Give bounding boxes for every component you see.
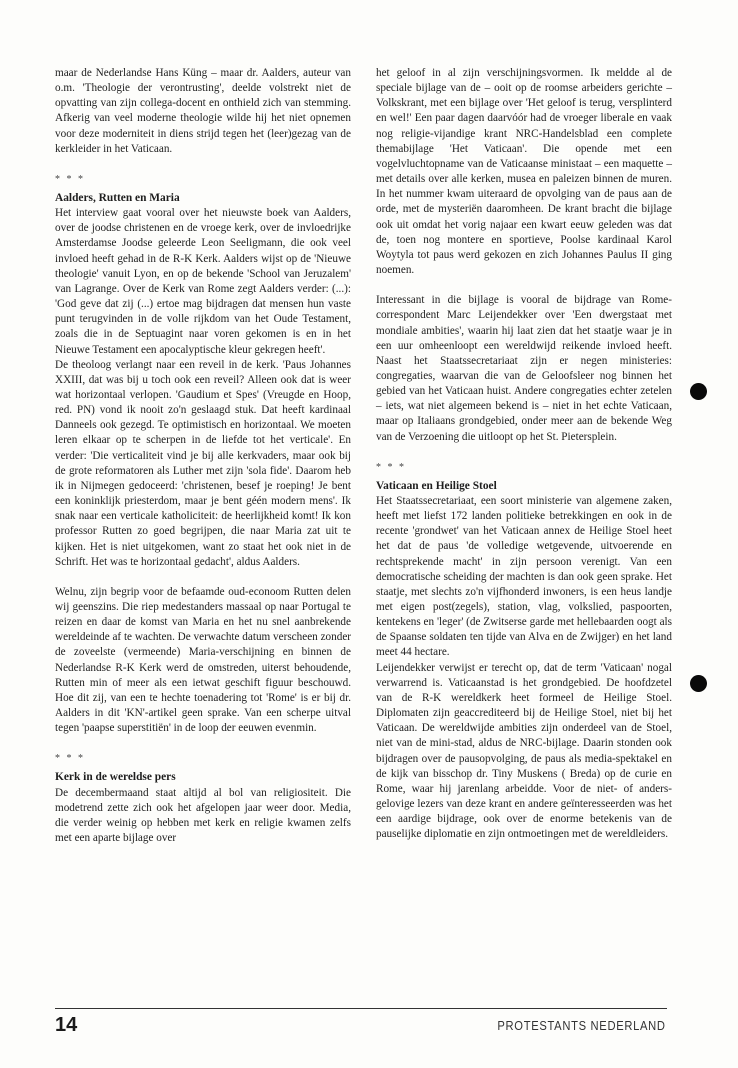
section-heading-aalders: Aalders, Rutten en Maria [55, 191, 180, 204]
magazine-name: PROTESTANTS NEDERLAND [497, 1018, 666, 1033]
paragraph: De theoloog verlangt naar een reveil in de kerk. 'Paus Johannes XXIII, dat was bij u toch ook een reveil? Alleen ook dat is weer wat horizontaal verlopen. 'Gaudium et Spes' (Vreugde en Hoop, red. PN) vond ik nooit zo'n geslaagd stuk. Dat heeft kardinaal Danneels ook gezegd. Te optimistisch en horizontaal. We moeten leren elkaar op te scherpen in de liefde tot het verticale'. En verder: 'Die verticaliteit vind je bij alle kerkvaders, maar ook bij de grote reformatoren als Luther met zijn 'sola fide'. Daarom heb ik in Nijmegen gedoceerd: 'christenen, besef je roeping! Je bent een koninklijk priesterdom, maar je bent géén modern mens'. Ik snak naar een verticale katholiciteit: de heerlijkheid komt! Ik kon professor Rutten zo goed begrijpen, die naar Maria zat uit te kijken. Het is niet uitgekomen, want zo staat het ook niet in de Schrift. Het was te horizontaal gedacht', aldus Aalders. [55, 358, 351, 568]
paragraph: De decembermaand staat altijd al bol van religiositeit. Die modetrend zette zich ook het afgelopen jaar weer door. Media, die verder weinig op hebben met kerk en religie kwamen zelfs met een aparte bijlage over [55, 786, 351, 845]
paragraph: Welnu, zijn begrip voor de befaamde oud-econoom Rutten delen wij geenszins. Die riep medestanders massaal op naar Portugal te reizen en daar de komst van Maria en het nu snel aanbrekende wereldeinde af te wachten. De verwachte datum verscheen zonder de zoveelste (vermeende) Maria-verschijning en binnen de Nederlandse R-K Kerk werd de omstreden, uiterst behoudende, Rutten min of meer als een ietwat geschift figuur beschouwd. Hoe dit zij, van een te hechte toenadering tot 'Rome' is er bij dr. Aalders in dit 'KN'-artikel geen sprake. Van een scherpe uitval tegen 'paapse superstitiën' in de loop der eeuwen evenmin. [55, 585, 352, 735]
binder-hole-dot [690, 383, 707, 400]
paragraph: Het Staatssecretariaat, een soort ministerie van algemene zaken, heeft met liefst 172 landen politieke betrekkingen en ook in de recente 'grondwet' van het Vaticaan annex de Heilige Stoel heet het dat de paus 'de volledige wetgevende, uitvoerende en rechtsprekende macht' in zijn persoon verenigt. Van een democratische scheiding der machten is dan ook geen sprake. Het staatje, met slechts zo'n vijfhonderd inwoners, is een heus landje met eigen post(zegels), station, vlag, volkslied, paspoorten, kentekens en 'leger' (de Zwitserse garde met hellebaarden oogt als de Spaanse soldaten ten tijde van Alva en de Zwijger) en het land meet 44 hectare. [376, 494, 672, 659]
section-heading-kerk: Kerk in de wereldse pers [55, 771, 176, 784]
binder-hole-dot [690, 675, 707, 692]
footer-rule [55, 1008, 667, 1009]
section-heading-vaticaan: Vaticaan en Heilige Stoel [376, 479, 497, 492]
left-column [55, 66, 351, 846]
page-number: 14 [55, 1014, 78, 1036]
right-column [376, 66, 672, 843]
paragraph: maar de Nederlandse Hans Küng – maar dr. Aalders, auteur van o.m. 'Theologie der verontrusting', deelde volstrekt niet de opvatting van zijn collega-docent en onthield zich van stemming. Afkerig van veel moderne theologie wilde hij het niet opnemen voor deze moderniteit in diens strijd tegen het (leer)gezag van de kerkleider in het Vaticaan. [55, 67, 351, 155]
section-separator: * * * [55, 753, 85, 765]
section-separator: * * * [376, 461, 406, 473]
paragraph: Het interview gaat vooral over het nieuwste boek van Aalders, over de joodse christenen en de vroege kerk, over de invloedrijke Amsterdamse Joodse geleerde Leon Seeligmann, die ook veel invloed heeft gehad in de R-K Kerk. Aalders wijst op de 'Nieuwe theologie' vanuit Lyon, en op de bekende 'School van Jeruzalem' van Lagrange. Over de Kerk van Rome zegt Aalders verder: (...): 'God geve dat zij (...) ertoe mag bijdragen dat mensen hun vaste punt terugvinden in de volle rijkdom van het Oude Testament, zoals die in de Septuagint naar voren gekomen is en in het Nieuwe Testament een apocalyptische kleur gekregen heeft'. [55, 207, 351, 356]
section-separator: * * * [55, 173, 85, 185]
paragraph: het geloof in al zijn verschijningsvormen. Ik meldde al de speciale bijlage van de – ooit op de roomse arbeiders gerichte – Volkskrant, met een bijlage over 'Het geloof is terug, versplinterd en wel!' Een paar dagen daarvóór had de vroeger liberale en vaak nog religie-vijandige krant NRC-Handelsblad een complete themabijlage 'Het Vaticaan'. Die opende met een vogelvluchtopname van de Vaticaanse ministaat – een maquette – met details over alle kerken, musea en paleizen binnen de muren. In het nummer kwam uiteraard de opvolging van de paus aan de orde, met de mysteriën daaromheen. De krant bracht die bijlage ook uit omdat het vorig najaar een kwart eeuw geleden was dat de, toen nog montere en sportieve, Poolse kardinaal Karol Woytyla tot paus werd gekozen en zich Johannes Paulus II ging noemen. [376, 67, 672, 277]
paragraph: Leijendekker verwijst er terecht op, dat de term 'Vaticaan' nogal verwarrend is. Vaticaanstad is het grondgebied. De hoofdzetel van de R-K wereldkerk heet formeel de Heilige Stoel. Diplomaten zijn geaccrediteerd bij de Heilige Stoel, niet bij het Vaticaan. De wereldwijde ambities zijn onderdeel van de Stoel, niet van de mini-stad, aldus de NRC-bijlage. Daarin stonden ook bijdragen over de pausopvolging, de paus als media-spektakel en de kijk van bisschop dr. Tiny Muskens ( Breda) op de curie en Rome, waar hij jarenlang arbeidde. Voor de niet- of anders-gelovige lezers van deze krant en andere geïnteresseerden was het een aardige bijdrage, ook over de enorme betekenis van de pauselijke diplomatie en zijn ontmoetingen met de wereldleiders. [376, 661, 672, 841]
paragraph: Interessant in die bijlage is vooral de bijdrage van Rome-correspondent Marc Leijendekker over 'Een dwergstaat met mondiale ambities', waarin hij laat zien dat het staatje waar je in een uur omheenloopt een wereldwijd reikende invloed heeft. Naast het Staatssecretariaat zijn er negen ministeries: congregaties, waarvan die van de Geloofsleer nog binnen het gebied van het Vaticaan huist. Andere congregaties echter zetelen – iets, wat niet algemeen bekend is – niet in het echte Vaticaan, maar op Italiaans grondgebied, onder meer aan de bekende Weg van de Verzoening die uitloopt op het St. Pietersplein. [376, 294, 672, 443]
